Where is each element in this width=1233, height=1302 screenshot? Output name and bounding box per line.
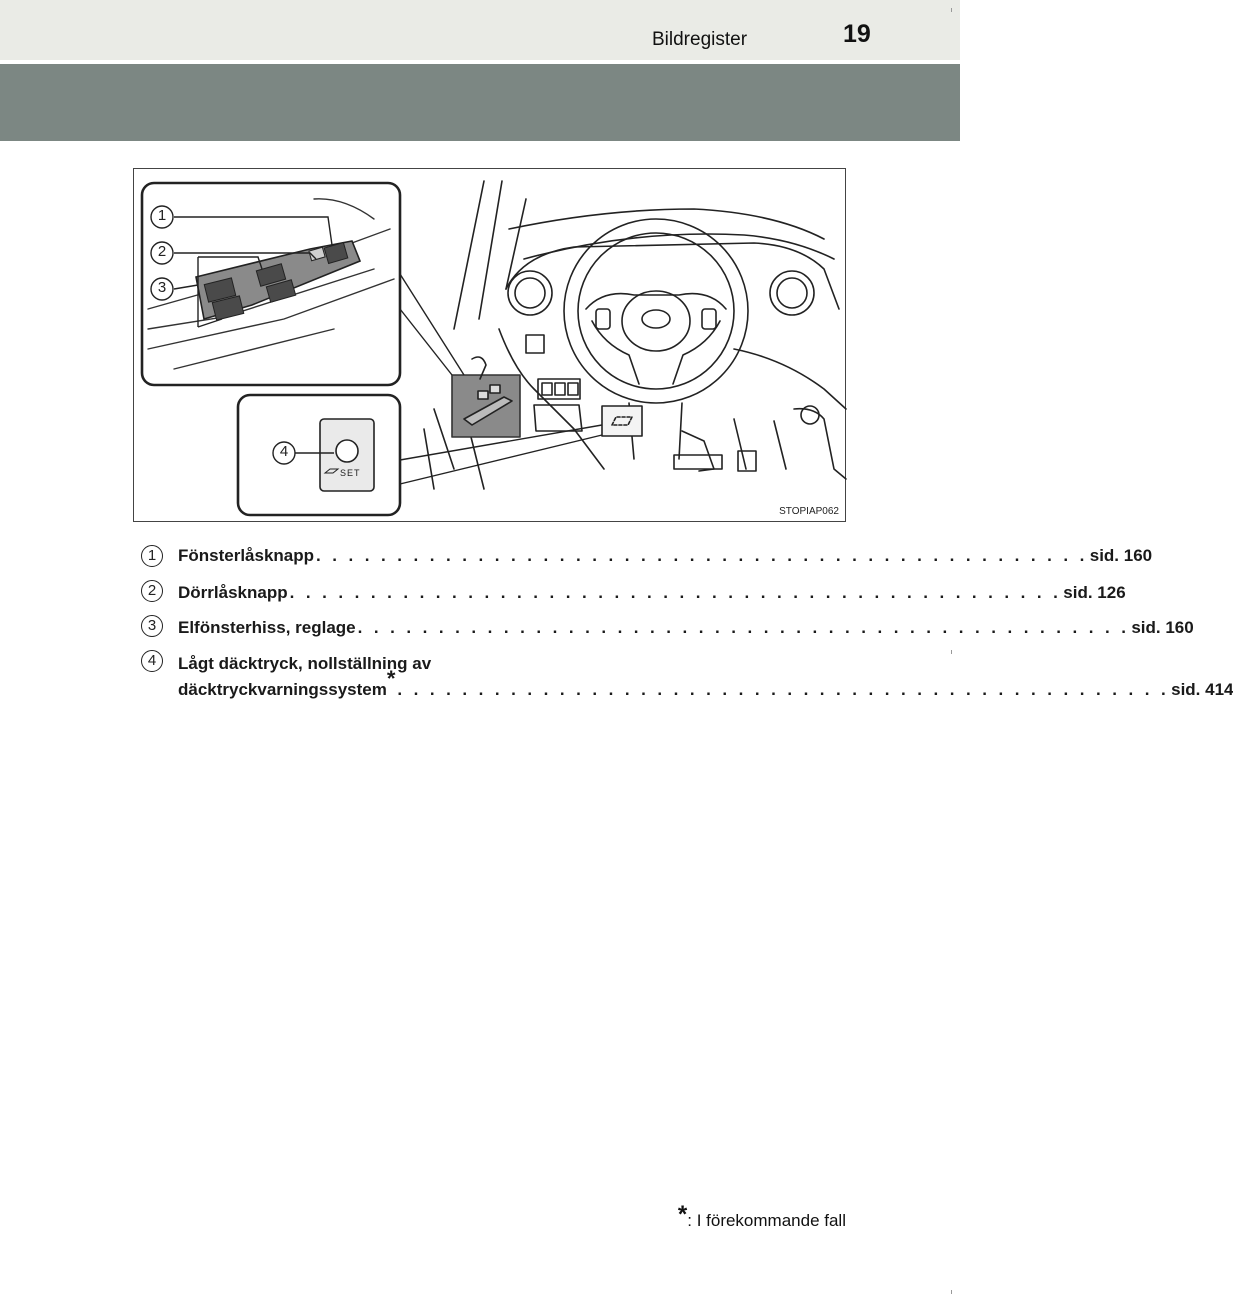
tpms-switch-inset [238, 395, 400, 515]
entry-label: Elfönsterhiss, reglage [178, 618, 356, 637]
window-switch-inset [142, 183, 400, 385]
callout-1: 1 [157, 207, 167, 224]
leader-dots: . . . . . . . . . . . . . . . . . . . . . . . . . . . . . . . . . . . . . . . . . . . . . . . . [316, 546, 1088, 565]
image-code: STOPIAP062 [779, 506, 839, 517]
footnote-marker: * [386, 666, 396, 692]
footnote-star: * [677, 1201, 688, 1228]
entry-label [178, 666, 396, 700]
callout-4: 4 [279, 443, 289, 460]
entry-tpms-reset [178, 666, 1233, 700]
entry-number: 2 [141, 580, 163, 602]
callout-2: 2 [157, 243, 167, 260]
entry-label: Fönsterlåsknapp [178, 546, 315, 565]
entry-label-line2: däcktryckvarningssystem [178, 680, 387, 699]
page-reference[interactable]: sid. 414 [1171, 680, 1233, 699]
illustration-drawing [134, 169, 847, 523]
entry-number: 3 [141, 615, 163, 637]
callout-3: 3 [157, 279, 167, 296]
dashboard-illustration [133, 168, 846, 522]
crop-mark [951, 650, 952, 654]
section-title: Bildregister [652, 29, 748, 50]
entry-number: 1 [141, 545, 163, 567]
crop-mark [951, 8, 952, 12]
entry-power-window [178, 618, 1194, 638]
page-reference[interactable]: sid. 126 [1063, 583, 1126, 602]
leader-dots: . . . . . . . . . . . . . . . . . . . . . . . . . . . . . . . . . . . . . . . . . . . . . . . . [289, 583, 1062, 602]
page-reference[interactable]: sid. 160 [1131, 618, 1194, 637]
entry-window-lock [178, 546, 1153, 566]
page-header [0, 0, 960, 60]
entry-label: Dörrlåsknapp [178, 583, 288, 602]
page-number: 19 [843, 20, 871, 48]
crop-mark [951, 1290, 952, 1294]
leader-dots: . . . . . . . . . . . . . . . . . . . . . . . . . . . . . . . . . . . . . . . . . . . . . . . . [397, 680, 1170, 699]
tpms-set-label: SET [340, 468, 361, 478]
header-band [0, 64, 960, 141]
footnote-text: : I förekommande fall [687, 1211, 846, 1230]
footnote [677, 1201, 846, 1233]
entry-number: 4 [141, 650, 163, 672]
entry-door-lock [178, 583, 1126, 603]
page-reference[interactable]: sid. 160 [1089, 546, 1153, 565]
entry-label-line1: Lågt däcktryck, nollställning av [178, 654, 432, 673]
leader-dots: . . . . . . . . . . . . . . . . . . . . . . . . . . . . . . . . . . . . . . . . . . . . . . . . [357, 618, 1130, 637]
